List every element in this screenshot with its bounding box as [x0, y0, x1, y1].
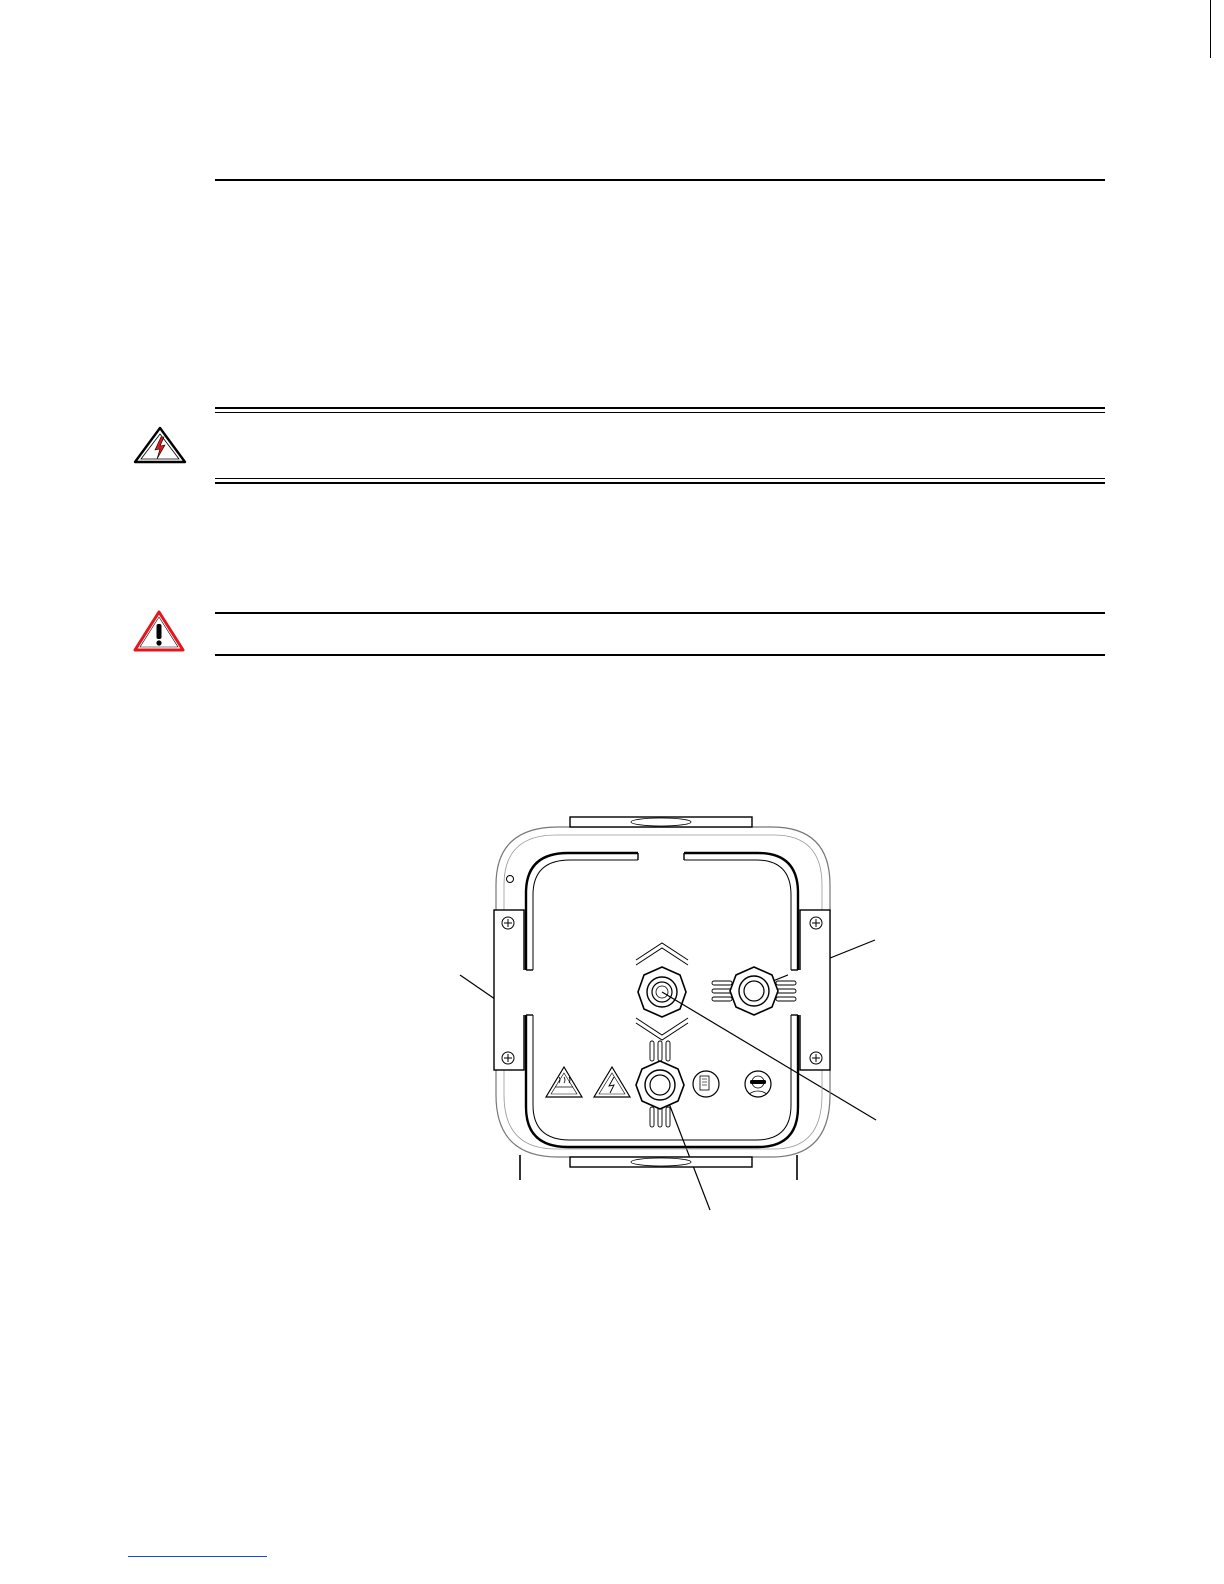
eye-protection-icon	[745, 1071, 771, 1097]
caution-top-rule	[215, 612, 1105, 614]
junction-box-figure	[440, 805, 900, 1215]
leader-line-bottom-gland	[665, 1093, 710, 1210]
caution-exclamation-icon	[133, 609, 185, 653]
warning-top-rule-thin	[215, 412, 1105, 413]
leader-line-center-gland	[662, 992, 876, 1120]
bottom-tab	[570, 1157, 752, 1167]
warning-bottom-rule	[215, 482, 1105, 484]
left-rail	[494, 910, 524, 1070]
hot-surface-icon	[546, 1067, 582, 1097]
electrical-hazard-warning-icon	[133, 426, 187, 464]
top-tab	[570, 817, 752, 827]
caution-bottom-rule	[215, 654, 1105, 656]
right-rail	[800, 910, 830, 1070]
warning-bottom-rule-thin	[215, 478, 1105, 479]
section-header-rule	[215, 179, 1105, 181]
center-cable-gland	[636, 943, 688, 1040]
bottom-cable-gland	[636, 1041, 684, 1127]
right-cable-gland	[712, 967, 796, 1015]
warning-top-rule	[215, 407, 1105, 409]
footer-link-underline[interactable]	[128, 1556, 267, 1557]
read-manual-icon	[693, 1071, 719, 1097]
electrical-hazard-icon	[594, 1067, 630, 1097]
page-edge-line	[1210, 0, 1211, 58]
